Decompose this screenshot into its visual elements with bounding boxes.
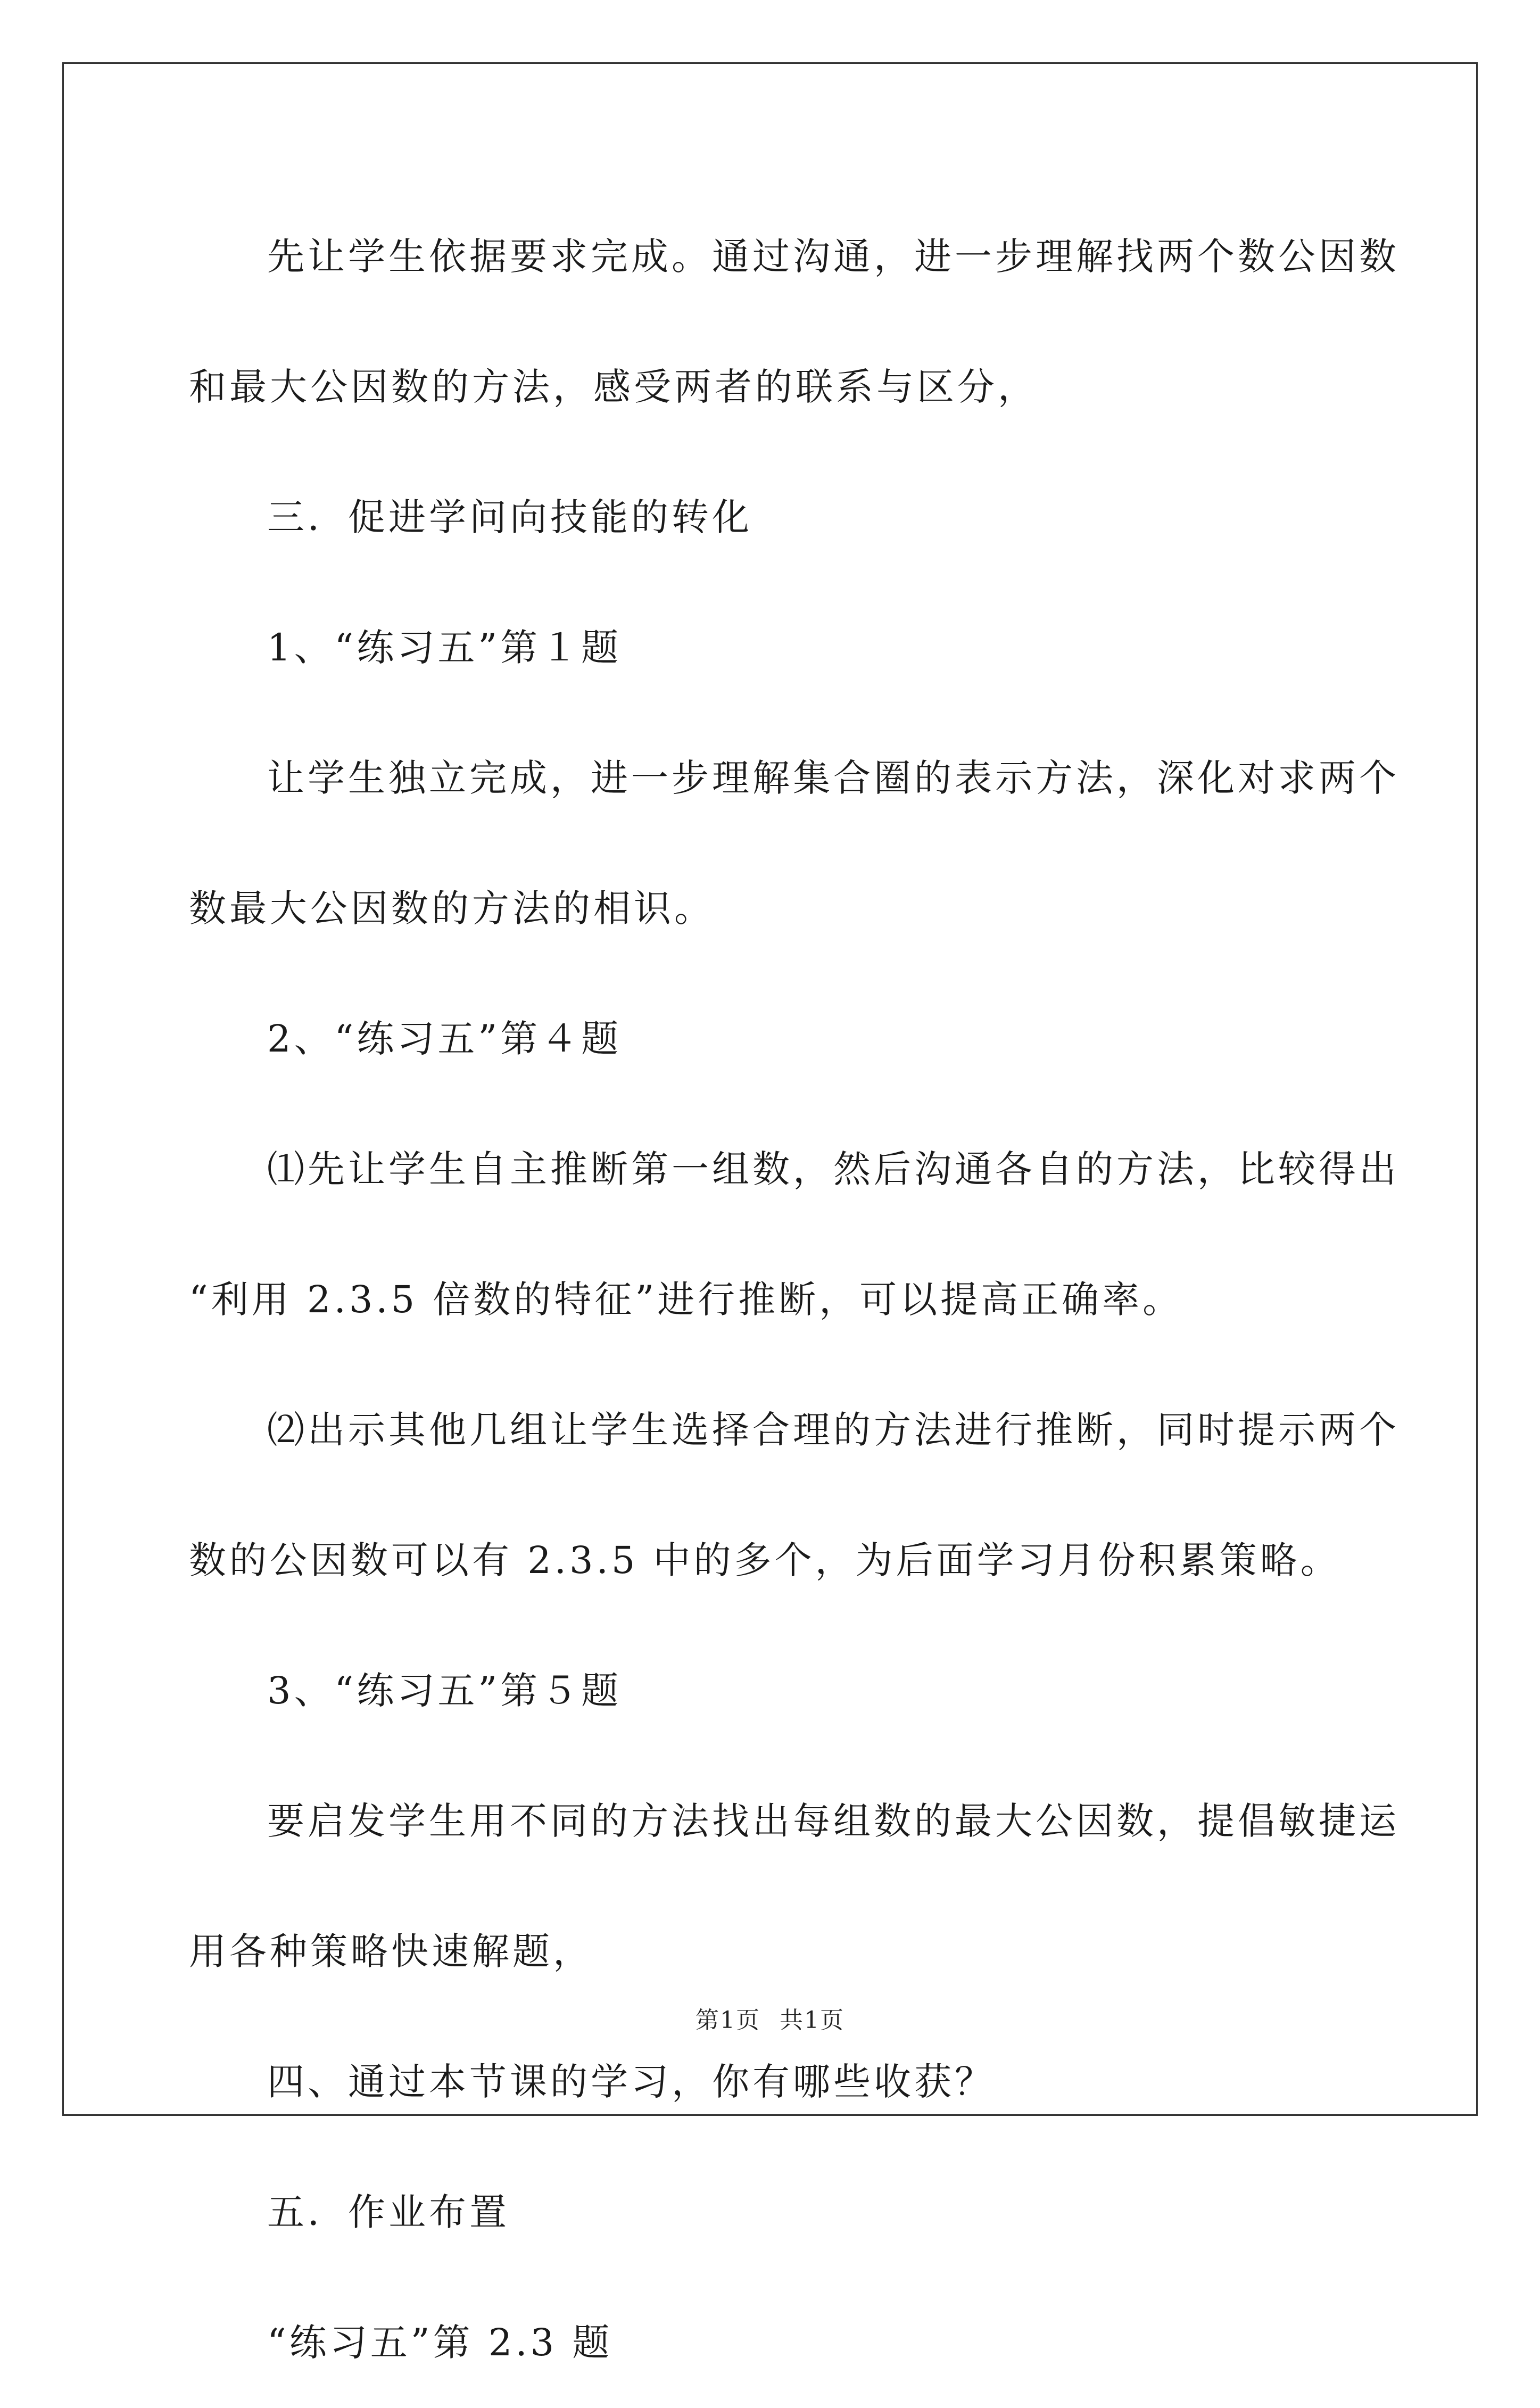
document-body [189, 192, 1400, 2408]
paragraph-1-continued: 和最大公因数的方法，感受两者的联系与区分， [189, 365, 1038, 409]
section-heading-3: 三．促进学问向技能的转化 [267, 495, 752, 539]
exercise-heading-1: 1、“练习五”第１题 [267, 626, 622, 669]
section-heading-4: 四、通过本节课的学习，你有哪些收获？ [267, 2060, 995, 2104]
paragraph-exercise-4-part-1-continued: “利用 2.3.5 倍数的特征”进行推断，可以提高正确率。 [189, 1278, 1183, 1321]
page-footer [0, 2001, 1540, 2035]
paragraph-exercise-4-part-2-continued: 数的公因数可以有 2.3.5 中的多个，为后面学习月份积累策略。 [189, 1538, 1341, 1582]
section-heading-5: 五．作业布置 [267, 2190, 510, 2234]
paragraph-exercise-1-continued: 数最大公因数的方法的相识。 [189, 887, 715, 930]
paragraph-exercise-4-part-1: ⑴先让学生自主推断第一组数，然后沟通各自的方法，比较得出 [267, 1147, 1400, 1191]
page-number: 第1页 [696, 2007, 760, 2034]
paragraph-exercise-5-continued: 用各种策略快速解题， [189, 1930, 593, 1973]
paragraph-exercise-5: 要启发学生用不同的方法找出每组数的最大公因数，提倡敏捷运 [267, 1799, 1400, 1843]
homework-assignment: “练习五”第 2.3 题 [267, 2321, 613, 2364]
page-total: 共1页 [780, 2007, 844, 2034]
paragraph-exercise-4-part-2: ⑵出示其他几组让学生选择合理的方法进行推断，同时提示两个 [267, 1408, 1400, 1452]
paragraph-1: 先让学生依据要求完成。通过沟通，进一步理解找两个数公因数 [267, 235, 1400, 278]
exercise-heading-5: 3、“练习五”第５题 [267, 1669, 622, 1712]
exercise-heading-4: 2、“练习五”第４题 [267, 1017, 622, 1061]
paragraph-exercise-1: 让学生独立完成，进一步理解集合圈的表示方法，深化对求两个 [267, 756, 1400, 800]
